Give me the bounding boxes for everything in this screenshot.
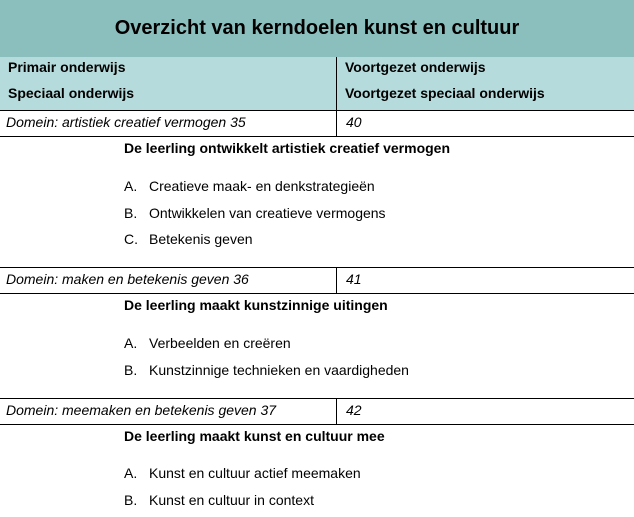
goal-heading: De leerling maakt kunst en cultuur mee: [124, 428, 385, 444]
list-item: [124, 465, 361, 481]
goal-heading: De leerling ontwikkelt artistiek creatief vermogen: [124, 140, 451, 156]
domain-vo-number: 41: [346, 271, 362, 287]
domain-row: [0, 267, 634, 294]
list-item-text: Kunst en cultuur in context: [149, 492, 314, 508]
list-item-letter: B.: [124, 492, 138, 508]
header-secondary-line-2: Voortgezet speciaal onderwijs: [345, 85, 545, 101]
domain-row: [0, 398, 634, 425]
list-item-text: Kunstzinnige technieken en vaardigheden: [149, 362, 409, 378]
header-primary-line-2: Speciaal onderwijs: [8, 85, 135, 101]
domain-label: Domein: maken en betekenis geven 36: [0, 268, 337, 293]
list-item-letter: A.: [124, 465, 138, 481]
page-title: [0, 0, 634, 57]
list-item-text: Betekenis geven: [149, 231, 253, 247]
list-item-letter: C.: [124, 231, 138, 247]
list-item-letter: A.: [124, 178, 138, 194]
list-item-letter: B.: [124, 205, 138, 221]
list-item-letter: B.: [124, 362, 138, 378]
domain-row: [0, 110, 634, 137]
domain-label: Domein: artistiek creatief vermogen 35: [0, 111, 337, 136]
header-secondary: [337, 57, 634, 111]
domain-label: Domein: meemaken en betekenis geven 37: [0, 399, 337, 424]
list-item-text: Ontwikkelen van creatieve vermogens: [149, 205, 386, 221]
list-item: [124, 231, 253, 247]
goal-heading: De leerling maakt kunstzinnige uitingen: [124, 297, 388, 313]
header-secondary-line-1: Voortgezet onderwijs: [345, 59, 486, 75]
header-primary-line-1: Primair onderwijs: [8, 59, 126, 75]
list-item-text: Verbeelden en creëren: [149, 335, 291, 351]
list-item: [124, 335, 291, 351]
list-item: [124, 205, 386, 221]
domain-vo-number: 42: [346, 402, 362, 418]
table-header: [0, 57, 634, 111]
list-item-text: Kunst en cultuur actief meemaken: [149, 465, 361, 481]
list-item-letter: A.: [124, 335, 138, 351]
domain-vo-number: 40: [346, 114, 362, 130]
list-item-text: Creatieve maak- en denkstrategieën: [149, 178, 375, 194]
page-title-text: Overzicht van kerndoelen kunst en cultuur: [114, 17, 520, 39]
list-item: [124, 178, 375, 194]
list-item: [124, 492, 314, 508]
list-item: [124, 362, 409, 378]
header-primary: [0, 57, 337, 111]
